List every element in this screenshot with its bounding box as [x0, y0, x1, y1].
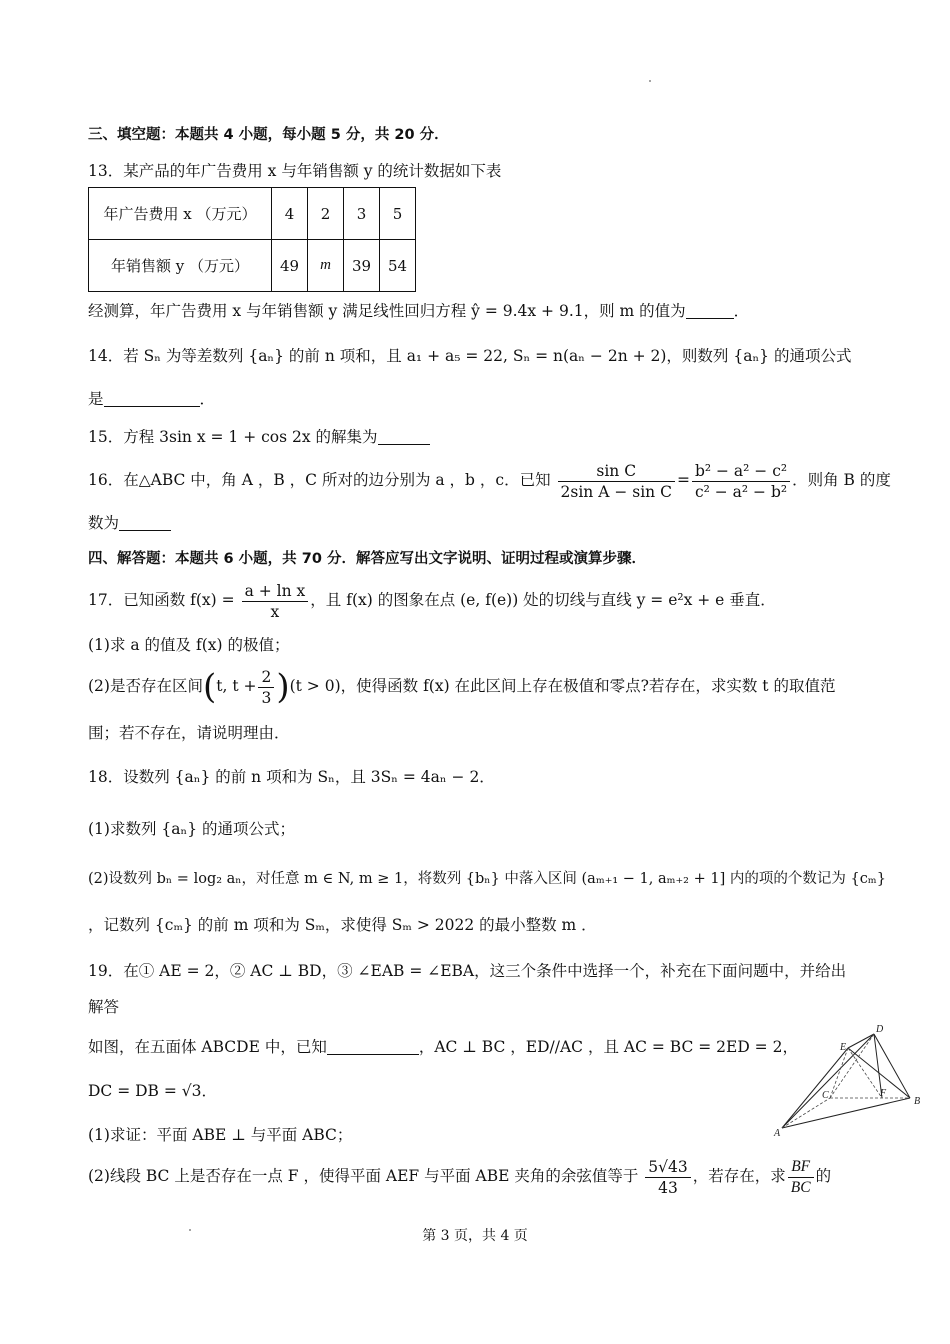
- q19-part1: (1)求证：平面 ABE ⊥ 与平面 ABC；: [88, 1126, 353, 1144]
- q13-after: [88, 300, 749, 322]
- vertex-label-a: A: [774, 1128, 781, 1139]
- answer-blank: [119, 514, 171, 531]
- q19-part2-end: 的: [815, 1167, 832, 1185]
- row2-label: 年销售额 y （万元）: [89, 240, 272, 292]
- edge-ed: [848, 1034, 874, 1048]
- q18-stem: 18．设数列 {aₙ} 的前 n 项和为 Sₙ，且 3Sₙ = 4aₙ − 2．: [88, 768, 495, 786]
- q19-line1: 19．在① AE = 2，② AC ⊥ BD，③ ∠EAB = ∠EBA，这三个条件中选择一个，补充在下面问题中，并给出: [88, 962, 847, 980]
- pentahedron-figure: [770, 1020, 930, 1140]
- vertex-label-f: F: [880, 1088, 887, 1099]
- fraction-denominator: x: [270, 602, 280, 621]
- q19-line2: 解答: [88, 998, 120, 1016]
- q17-part2-line2: 围；若不存在，请说明理由．: [88, 724, 290, 742]
- table-cell: 49: [272, 240, 308, 292]
- q19-part2-mid: ，若存在，求: [692, 1167, 786, 1185]
- q16-rhs-fraction: [692, 461, 790, 502]
- period: ．: [199, 390, 216, 408]
- page-footer: 第 3 页，共 4 页: [422, 1228, 528, 1244]
- table-cell: 2: [308, 188, 344, 240]
- q16-line1: [88, 458, 891, 502]
- fraction-numerator: b² − a² − c²: [692, 461, 790, 482]
- q17-part2-prefix: (2)是否存在区间: [88, 677, 203, 695]
- q19-line3-suffix: ，AC ⊥ BC ，ED//AC ，且 AC = BC = 2ED = 2，: [418, 1038, 798, 1056]
- q19-part2: [88, 1154, 831, 1198]
- q19-line3: [88, 1036, 798, 1058]
- edge-ab: [782, 1098, 910, 1128]
- q17-suffix: ，且 f(x) 的图象在点 (e, f(e)) 处的切线与直线 y = e²x + e 垂直．: [310, 591, 776, 609]
- table-cell: 3: [344, 188, 380, 240]
- answer-blank: [327, 1038, 419, 1055]
- q17-part2-suffix: (t > 0)，使得函数 f(x) 在此区间上存在极值和零点?若存在，求实数 t 的取值范: [289, 677, 836, 695]
- fraction-numerator: a + ln x: [242, 581, 309, 602]
- q17-stem: [88, 578, 776, 622]
- table-cell: 39: [344, 240, 380, 292]
- q14-line1: 14．若 Sₙ 为等差数列 {aₙ} 的前 n 项和，且 a₁ + a₅ = 22, Sₙ = n(aₙ − 2n + 2)，则数列 {aₙ} 的通项公式: [88, 347, 852, 365]
- q17-part2-fraction: [258, 667, 274, 708]
- q15: [88, 426, 430, 448]
- q17-fraction: [242, 581, 309, 622]
- hidden-edge-dc: [830, 1034, 874, 1098]
- section-3-heading: 三、填空题：本题共 4 小题，每小题 5 分，共 20 分．: [88, 127, 449, 143]
- q16-prefix: 16．在△ABC 中，角 A ，B ，C 所对的边分别为 a ，b ，c．已知: [88, 471, 551, 489]
- q16-line2-text: 数为: [88, 514, 120, 532]
- hidden-edge-ac: [782, 1098, 830, 1128]
- table-row: [89, 240, 416, 292]
- table-cell: 54: [380, 240, 416, 292]
- q16-lhs-fraction: [558, 461, 675, 502]
- q16-suffix: ．则角 B 的度: [792, 471, 891, 489]
- fraction-denominator: 43: [658, 1178, 678, 1197]
- table-cell: 5: [380, 188, 416, 240]
- vertex-label-d: D: [876, 1024, 884, 1035]
- q17-part1: (1)求 a 的值及 f(x) 的极值；: [88, 636, 290, 654]
- fraction-numerator: BF: [788, 1157, 814, 1178]
- q17-prefix: 17．已知函数 f(x) =: [88, 591, 235, 609]
- q19-cosine-fraction: [645, 1157, 690, 1198]
- row1-label: 年广告费用 x （万元）: [89, 188, 272, 240]
- hidden-edge-ec: [830, 1048, 848, 1098]
- equals-sign: =: [676, 471, 690, 489]
- q14-prefix: 是: [88, 390, 104, 408]
- right-paren: ): [276, 667, 290, 707]
- interval-left: t, t +: [216, 677, 257, 695]
- q13-table: [88, 187, 416, 292]
- edge-ae: [782, 1048, 848, 1128]
- q19-ratio-fraction: [788, 1157, 814, 1198]
- vertex-label-e: E: [840, 1042, 847, 1053]
- section-4-heading: 四、解答题：本题共 6 小题，共 70 分．解答应写出文字说明、证明过程或演算步骤．: [88, 551, 646, 567]
- q18-part2: (2)设数列 bₙ = log₂ aₙ，对任意 m ∈ N, m ≥ 1，将数列 {bₙ} 中落入区间 (aₘ₊₁ − 1, aₘ₊₂ + 1] 内的项的个数记为 {cₘ}: [88, 871, 886, 887]
- q13-after-text: 经测算，年广告费用 x 与年销售额 y 满足线性回归方程 ŷ = 9.4x + 9.1，则 m 的值为: [88, 302, 686, 320]
- q18-part1: (1)求数列 {aₙ} 的通项公式；: [88, 820, 295, 838]
- answer-blank: [686, 302, 734, 319]
- q19-line4: DC = DB = √3．: [88, 1082, 218, 1100]
- fraction-denominator: 3: [261, 688, 272, 707]
- table-cell: m: [308, 240, 344, 292]
- fraction-numerator: 5√43: [645, 1157, 690, 1178]
- edge-da: [782, 1034, 874, 1128]
- fraction-numerator: 2: [258, 667, 274, 688]
- period: ．: [733, 302, 750, 320]
- fraction-denominator: BC: [790, 1178, 811, 1196]
- left-paren: (: [202, 667, 217, 707]
- fraction-numerator: sin C: [558, 461, 675, 482]
- answer-blank: [378, 428, 430, 445]
- fraction-denominator: 2sin A − sin C: [560, 482, 672, 501]
- q19-line3-prefix: 如图，在五面体 ABCDE 中，已知: [88, 1038, 327, 1056]
- vertex-label-b: B: [914, 1096, 921, 1107]
- q19-part2-prefix: (2)线段 BC 上是否存在一点 F ，使得平面 AEF 与平面 ABE 夹角的余弦值等于: [88, 1167, 639, 1185]
- table-cell: 4: [272, 188, 308, 240]
- table-row: [89, 188, 416, 240]
- q14-line2: [88, 388, 215, 410]
- vertex-label-c: C: [822, 1090, 829, 1101]
- speck: [649, 80, 651, 82]
- q13-stem: 13．某产品的年广告费用 x 与年销售额 y 的统计数据如下表: [88, 162, 502, 180]
- q18-part2-line2: ，记数列 {cₘ} 的前 m 项和为 Sₘ，求使得 Sₘ > 2022 的最小整数 m ．: [88, 916, 597, 934]
- q16-line2: [88, 512, 171, 534]
- q17-part2: [88, 664, 835, 709]
- q15-text: 15．方程 3sin x = 1 + cos 2x 的解集为: [88, 428, 378, 446]
- fraction-denominator: c² − a² − b²: [694, 482, 788, 501]
- answer-blank: [104, 390, 200, 407]
